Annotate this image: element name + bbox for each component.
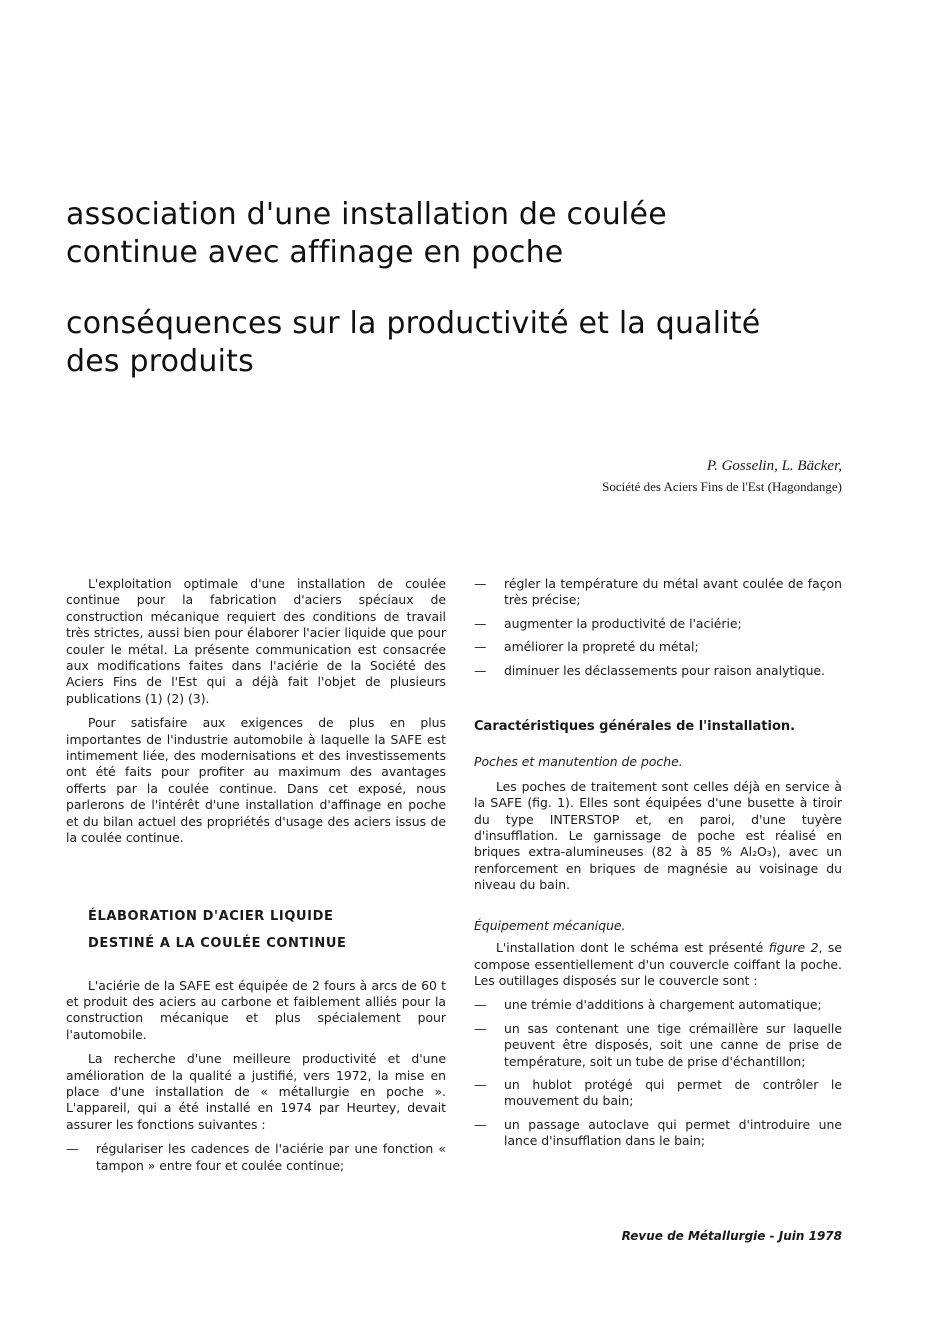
paragraph: Les poches de traitement sont celles déjà en service à la SAFE (fig. 1). Elles sont équipées d'une busette à tiroir du type INTERSTOP et, en paroi, d'une tuyère d'insufflation. Le garnissage de poche est réalisé en briques extra-alumineuses (82 à 85 % Al₂O₃), avec un renforcement en briques de magnésie au voisinage du niveau du bain. — [474, 778, 842, 893]
list-item: — augmenter la productivité de l'aciérie; — [474, 616, 842, 632]
list-item: — une trémie d'additions à chargement automatique; — [474, 997, 842, 1013]
paragraph: Pour satisfaire aux exigences de plus en plus importantes de l'industrie automobile à laquelle la SAFE est intimement liée, des modernisations et des investissements ont été faits pour profiter au maximum des avantages offerts par la coulée continue. Dans cet exposé, nous parlerons de l'intérêt d'une installation d'affinage en poche et du bilan actuel des propriétés d'usage des aciers issus de la coulée continue. — [66, 715, 446, 846]
subtitle-text: des produits — [66, 344, 254, 379]
list-item: — régulariser les cadences de l'aciérie par une fonction « tampon » entre four et coulée continue; — [66, 1141, 446, 1174]
section-heading-line: DESTINÉ A LA COULÉE CONTINUE — [88, 935, 347, 951]
subsection-heading: Équipement mécanique. — [474, 917, 626, 933]
subtitle-line — [66, 305, 866, 381]
author-names: P. Gosselin, L. Bäcker, — [706, 458, 842, 474]
dash-list — [66, 1141, 446, 1174]
paragraph: L'exploitation optimale d'une installation de coulée continue pour la fabrication d'aciers spéciaux de construction mécanique requiert des conditions de travail très strictes, aussi bien pour élaborer l'acier liquide que pour couler le métal. La présente communication est consacrée aux modifications faites dans l'aciérie de la Société des Aciers Fins de l'Est qui a déjà fait l'objet de plusieurs publications (1) (2) (3). — [66, 576, 446, 706]
subsection-heading: Poches et manutention de poche. — [474, 754, 683, 770]
list-item: — diminuer les déclassements pour raison analytique. — [474, 663, 842, 679]
text-run: , se compose essentiellement d'un couvercle coiffant la poche. Les outillages disposés sur le couvercle sont : — [474, 940, 842, 988]
section-heading — [66, 906, 446, 954]
dash-list — [474, 576, 842, 679]
text-run: L'installation dont le schéma est présenté — [496, 940, 769, 956]
section-heading: Caractéristiques générales de l'installation. — [474, 719, 796, 735]
list-item: — un passage autoclave qui permet d'introduire une lance d'insufflation dans le bain; — [474, 1117, 842, 1150]
subtitle-text: conséquences sur la productivité et la qualité — [66, 306, 761, 341]
figure-reference: figure 2 — [768, 940, 819, 956]
paragraph: La recherche d'une meilleure productivité et d'une amélioration de la qualité a justifié, vers 1972, la mise en place d'une installation de « métallurgie en poche ». L'appareil, qui a été installé en 1974 par Heurtey, devait assurer les fonctions suivantes : — [66, 1051, 446, 1132]
author-affiliation: Société des Aciers Fins de l'Est (Hagondange) — [602, 479, 842, 494]
title-line — [66, 196, 866, 272]
title-block — [66, 196, 866, 381]
title-text: association d'une installation de coulée — [66, 197, 667, 232]
paragraph — [474, 940, 842, 989]
paragraph: L'aciérie de la SAFE est équipée de 2 fours à arcs de 60 t et produit des aciers au carbone et faiblement alliés pour la construction mécanique et plus spécialement pour l'automobile. — [66, 977, 446, 1042]
list-item: — un sas contenant une tige crémaillère sur laquelle peuvent être disposés, soit une canne de prise de température, soit un tube de prise d'échantillon; — [474, 1021, 842, 1070]
page-footer: Revue de Métallurgie - Juin 1978 — [621, 1229, 842, 1243]
left-column — [66, 576, 446, 1181]
list-item: — régler la température du métal avant coulée de façon très précise; — [474, 576, 842, 609]
list-item: — améliorer la propreté du métal; — [474, 639, 842, 655]
section-heading-line: ÉLABORATION D'ACIER LIQUIDE — [88, 908, 334, 924]
right-column — [474, 576, 842, 1157]
authors-block — [602, 455, 842, 497]
title-text: continue avec affinage en poche — [66, 235, 564, 270]
list-item: — un hublot protégé qui permet de contrôler le mouvement du bain; — [474, 1077, 842, 1110]
dash-list — [474, 997, 842, 1149]
